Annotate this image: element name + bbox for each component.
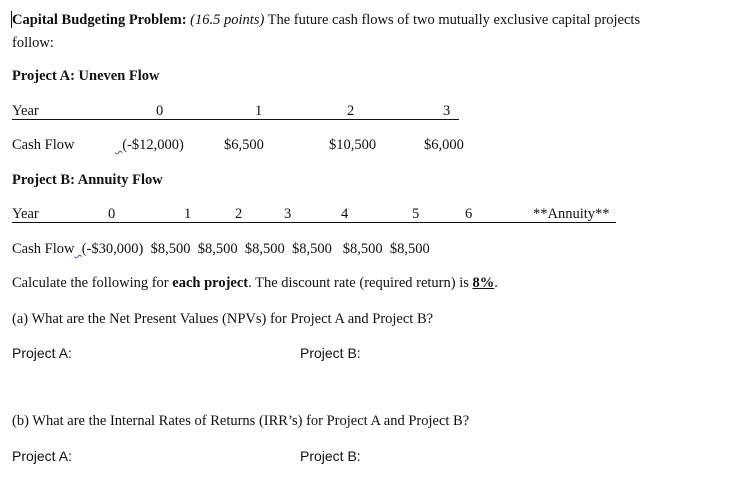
project-b-cash-flow-6: $8,500 [389,241,430,257]
project-a-cash-flow-3: $6,000 [424,137,464,153]
instructions-emphasis: each project [172,275,249,291]
project-b-year-2: 2 [235,206,243,222]
annuity-note: **Annuity** [533,206,610,222]
project-b-cash-flow-label: Cash Flow [12,241,75,257]
project-b-cash-flow-2: $8,500 [197,241,238,257]
instructions-middle: . The discount rate (required return) is [248,275,473,291]
project-a-year-3: 3 [443,103,451,119]
instructions-suffix: . [494,275,498,291]
project-b-cash-flow-0: (-$30,000) [81,241,144,257]
project-b-heading: Project B: Annuity Flow [12,172,163,188]
intro-line-1: The future cash flows of two mutually exclusive capital projects [264,12,641,28]
project-a-heading: Project A: Uneven Flow [12,68,160,84]
project-b-year-underline [12,222,616,223]
project-b-year-6: 6 [465,206,473,222]
project-b-year-1: 1 [184,206,192,222]
question-a-text: (a) What are the Net Present Values (NPVs) for Project A and Project B? [12,311,434,327]
project-a-year-label: Year [12,103,39,119]
problem-title: Capital Budgeting Problem: [12,12,187,28]
project-b-cash-flow-row [12,240,430,258]
problem-intro [12,11,640,29]
discount-rate: 8% [472,275,495,291]
question-a-project-a-label: Project A: [12,345,72,361]
project-a-year-1: 1 [255,103,263,119]
project-b-year-0: 0 [108,206,116,222]
instructions [12,274,498,292]
project-a-cash-flow-1: $6,500 [224,137,264,153]
project-a-cash-flow-2: $10,500 [329,137,377,153]
question-a-project-b-label: Project B: [300,345,361,361]
project-a-year-2: 2 [347,103,355,119]
project-b-cash-flow-5: $8,500 [342,241,383,257]
project-b-year-4: 4 [341,206,349,222]
project-a-cash-flow-label: Cash Flow [12,137,75,153]
question-b-project-a-label: Project A: [12,448,72,464]
project-b-year-label: Year [12,206,39,222]
project-a-cash-flow-0-value: (-$12,000) [122,137,184,153]
project-b-cash-flow-1: $8,500 [150,241,191,257]
project-b-year-3: 3 [284,206,292,222]
project-a-year-0: 0 [156,103,164,119]
project-b-cash-flow-4: $8,500 [291,241,332,257]
question-b-project-b-label: Project B: [300,448,361,464]
instructions-prefix: Calculate the following for [12,275,173,291]
project-a-cash-flow-0 [115,136,184,154]
project-a-year-underline [12,119,459,120]
spellcheck-mark [74,241,81,257]
intro-line-2: follow: [12,35,54,51]
project-b-year-5: 5 [412,206,420,222]
points-label: (16.5 points) [190,12,265,28]
question-b-text: (b) What are the Internal Rates of Returns (IRR’s) for Project A and Project B? [12,413,470,429]
project-b-cash-flow-3: $8,500 [244,241,285,257]
